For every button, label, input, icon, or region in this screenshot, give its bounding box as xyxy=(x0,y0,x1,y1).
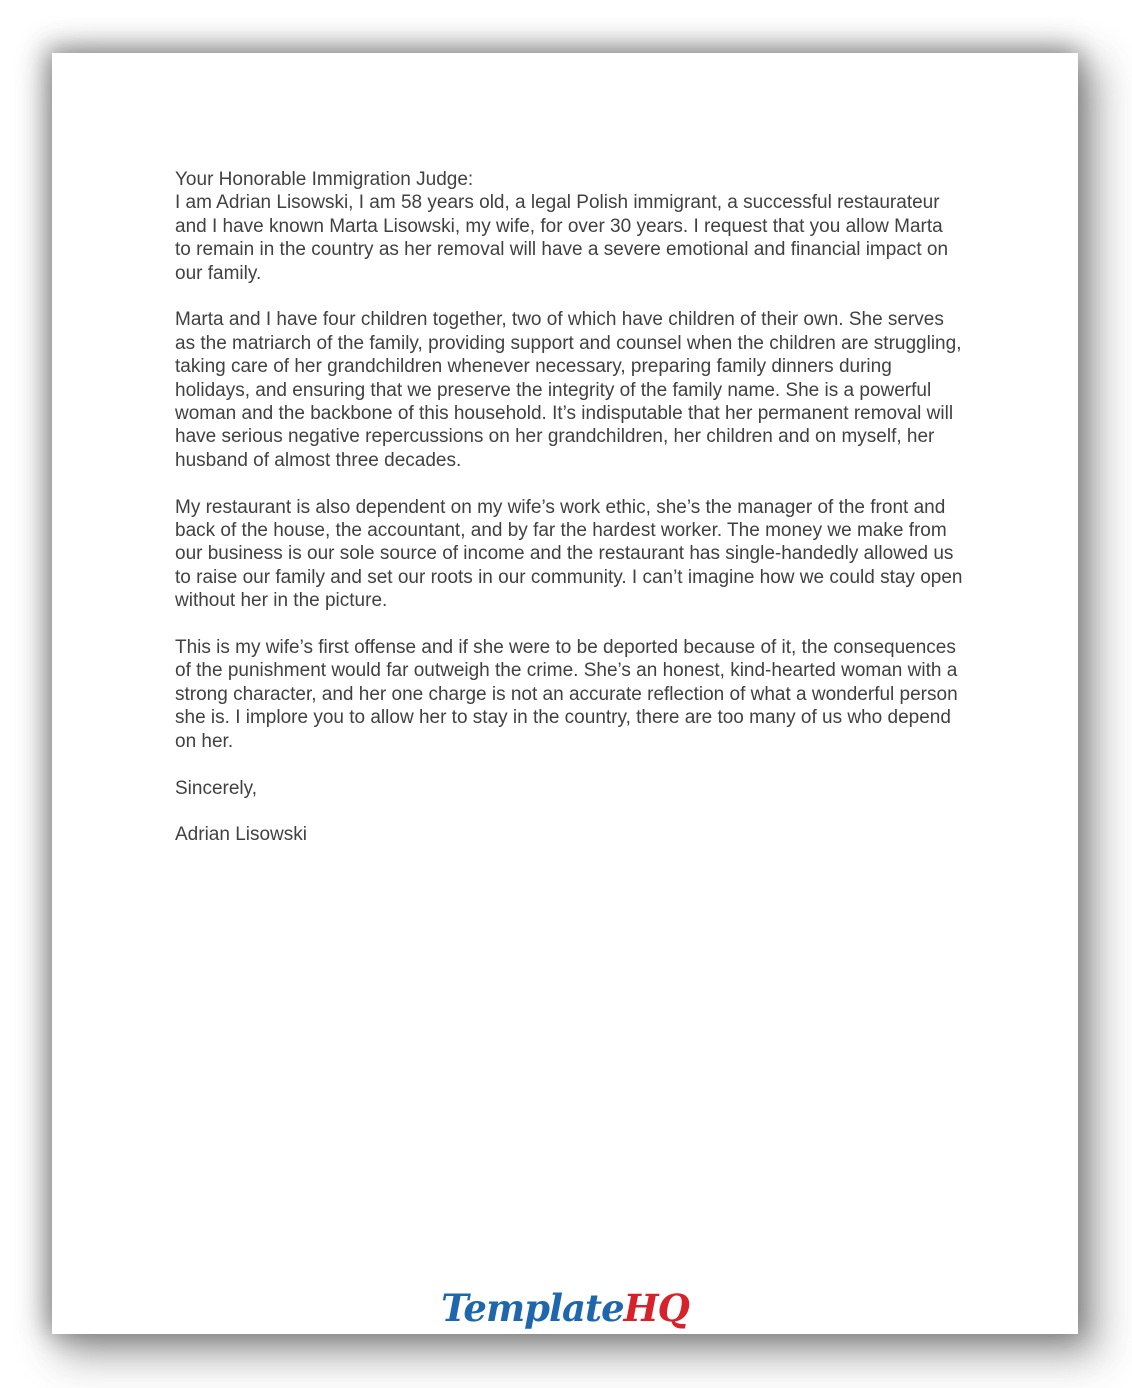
templatehq-logo xyxy=(52,1286,1078,1331)
closing: Sincerely, xyxy=(175,777,258,799)
salutation: Your Honorable Immigration Judge: xyxy=(175,169,474,190)
paragraph-2: Marta and I have four children together, two of which have children of their own. She serves as the matriarch of the family, providing support and counsel when the children are struggling, taking care of her grandchildren whenever necessary, preparing family dinners during holidays, and ensuring that we preserve the integrity of the family name. She is a powerful woman and the backbone of this household. It’s indisputable that her permanent removal will have serious negative repercussions on her grandchildren, her children and on myself, her husband of almost three decades. xyxy=(175,309,962,471)
paragraph-4: This is my wife’s first offense and if she were to be deported because of it, the consequences of the punishment would far outweigh the crime. She’s an honest, kind-hearted woman with a strong character, and her one charge is not an accurate reflection of what a wonderful person she is. I implore you to allow her to stay in the country, there are too many of us who depend on her. xyxy=(175,637,958,752)
opening-block xyxy=(175,168,963,285)
letter-page xyxy=(52,53,1078,1334)
paragraph-3: My restaurant is also dependent on my wife’s work ethic, she’s the manager of the front and back of the house, the accountant, and by far the hardest worker. The money we make from our business is our sole source of income and the restaurant has single-handedly allowed us to raise our family and set our roots in our community. I can’t imagine how we could stay open without her in the picture. xyxy=(175,496,963,612)
logo-text-hq: HQ xyxy=(623,1286,689,1330)
signature-name: Adrian Lisowski xyxy=(175,824,307,846)
letter-body xyxy=(175,168,963,870)
paragraph-1: I am Adrian Lisowski, I am 58 years old, a legal Polish immigrant, a successful restaurateur and I have known Marta Lisowski, my wife, for over 30 years. I request that you allow Marta to remain in the country as her removal will have a severe emotional and financial impact on our family. xyxy=(175,192,949,284)
logo-text-template: Template xyxy=(441,1286,624,1330)
